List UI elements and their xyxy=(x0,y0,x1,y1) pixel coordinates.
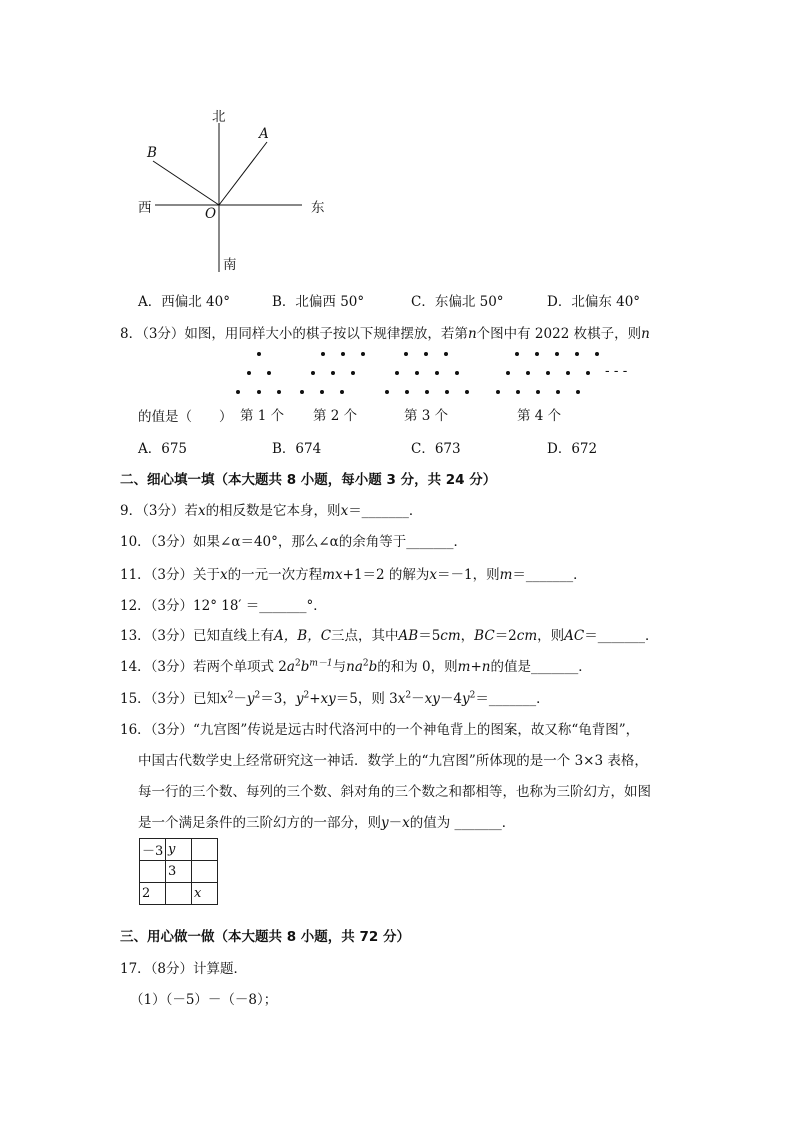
q8-piece xyxy=(247,371,251,375)
grid-cell: 3 xyxy=(166,861,192,883)
label-east: 东 xyxy=(311,200,325,216)
grid-cell xyxy=(192,839,218,861)
q16-line-4: 是一个满足条件的三阶幻方的一部分，则y－x的值为 _______． xyxy=(138,815,516,831)
q8-piece xyxy=(267,371,271,375)
q8-figure-label-1: 第 1 个 xyxy=(240,408,285,424)
q8-piece xyxy=(331,371,335,375)
q8-piece xyxy=(535,352,539,356)
q8-piece xyxy=(515,352,519,356)
q14: 14．（3分）若两个单项式 $2a^2b^{m-1}$与$na^2b$的和为 0，则m+n的值是_______． xyxy=(120,658,592,675)
grid-cell xyxy=(140,861,166,883)
q17-title: 17．（8分）计算题． xyxy=(120,961,248,977)
q13: 13．（3分）已知直线上有A，B，C三点，其中AB＝5cm，BC＝2cm，则AC＝_______． xyxy=(120,628,659,644)
q8-piece xyxy=(536,390,540,394)
q8-piece xyxy=(546,371,550,375)
q8-piece xyxy=(586,371,590,375)
q8-piece xyxy=(496,390,500,394)
q8-piece xyxy=(311,371,315,375)
label-west: 西 xyxy=(138,200,152,216)
q8-option-a[interactable]: A．675 xyxy=(138,441,188,457)
q8-option-d[interactable]: D．672 xyxy=(547,441,598,457)
q8-piece xyxy=(257,390,261,394)
q8-piece xyxy=(555,352,559,356)
label-point-a: A xyxy=(259,126,269,142)
q8-piece xyxy=(277,390,281,394)
grid-cell xyxy=(166,883,192,905)
magic-square-grid xyxy=(139,838,218,905)
q8-piece xyxy=(361,352,365,356)
ray-ob xyxy=(153,161,219,205)
q8-piece xyxy=(415,371,419,375)
q8-option-b[interactable]: B．674 xyxy=(272,441,322,457)
q8-figure-label-3: 第 3 个 xyxy=(404,408,449,424)
q16-line-1: 16．（3分）“九宫图”传说是远古时代洛河中的一个神龟背上的图案，故又称“龟背图”， xyxy=(120,722,640,738)
q8-piece xyxy=(351,371,355,375)
q8-option-c[interactable]: C．673 xyxy=(411,441,461,457)
q16-line-2: 中国古代数学史上经常研究这一神话．数学上的“九宫图”所体现的是一个 3×3 表格， xyxy=(138,753,648,769)
q8-piece xyxy=(465,390,469,394)
q9: 9．（3分）若x的相反数是它本身，则x＝_______． xyxy=(120,503,423,519)
grid-cell xyxy=(192,861,218,883)
q8-piece xyxy=(257,352,261,356)
q11: 11．（3分）关于x的一元一次方程mx+1＝2 的解为x＝－1，则m＝_______． xyxy=(120,567,587,583)
label-point-b: B xyxy=(147,145,157,161)
q8-piece xyxy=(595,352,599,356)
q8-piece xyxy=(516,390,520,394)
q7-option-d[interactable]: D．北偏东 40° xyxy=(547,294,641,310)
q8-piece xyxy=(300,390,304,394)
q8-piece xyxy=(341,352,345,356)
grid-cell: x xyxy=(192,883,218,905)
q12: 12．（3分）12° 18′ ＝_______°． xyxy=(120,598,327,614)
q8-piece xyxy=(566,371,570,375)
q8-piece xyxy=(445,390,449,394)
q8-piece xyxy=(321,352,325,356)
section2-title: 二、细心填一填（本大题共 8 小题，每小题 3 分，共 24 分） xyxy=(120,472,497,488)
q8-piece xyxy=(425,390,429,394)
q15: 15．（3分）已知$x^2-y^2=3$，$y^2+xy=5$，则 $3x^2-xy-4y^2=\_\_\_\_\_\_\_$． xyxy=(120,690,550,707)
q8-piece xyxy=(455,371,459,375)
compass-diagram xyxy=(0,0,794,280)
q8-piece xyxy=(424,352,428,356)
q10: 10．（3分）如果∠α＝40°，那么∠α的余角等于_______． xyxy=(120,534,468,550)
q8-piece xyxy=(576,390,580,394)
q17-sub1: （1）（－5）－（－8）； xyxy=(130,992,278,1008)
q8-piece xyxy=(320,390,324,394)
grid-cell: y xyxy=(166,839,192,861)
q8-stem: 8．（3分）如图，用同样大小的棋子按以下规律摆放，若第n个图中有 2022 枚棋子，则n xyxy=(120,326,650,342)
q8-piece xyxy=(575,352,579,356)
q8-piece xyxy=(556,390,560,394)
q8-piece xyxy=(385,390,389,394)
label-south: 南 xyxy=(223,257,237,273)
label-origin: O xyxy=(205,206,217,222)
grid-cell: －3 xyxy=(140,839,166,861)
label-north: 北 xyxy=(212,109,226,125)
q8-piece xyxy=(506,371,510,375)
q8-tail: 的值是（ ） xyxy=(138,409,233,425)
q16-line-3: 每一行的三个数、每列的三个数、斜对角的三个数之和都相等，也称为三阶幻方，如图 xyxy=(138,784,651,800)
section3-title: 三、用心做一做（本大题共 8 小题，共 72 分） xyxy=(120,929,410,945)
q7-option-c[interactable]: C．东偏北 50° xyxy=(411,294,504,310)
q7-option-a[interactable]: A．西偏北 40° xyxy=(138,294,230,310)
q8-piece xyxy=(340,390,344,394)
q8-piece xyxy=(395,371,399,375)
q8-piece xyxy=(405,390,409,394)
q8-piece xyxy=(526,371,530,375)
q8-piece xyxy=(236,390,240,394)
q8-figure-label-2: 第 2 个 xyxy=(313,408,358,424)
q8-figure-label-4: 第 4 个 xyxy=(517,408,562,424)
ray-oa xyxy=(219,142,267,205)
q8-piece xyxy=(444,352,448,356)
q7-option-b[interactable]: B．北偏西 50° xyxy=(272,294,365,310)
q8-piece xyxy=(404,352,408,356)
q8-piece xyxy=(435,371,439,375)
q8-ellipsis: - - - xyxy=(605,363,628,379)
grid-cell: 2 xyxy=(140,883,166,905)
